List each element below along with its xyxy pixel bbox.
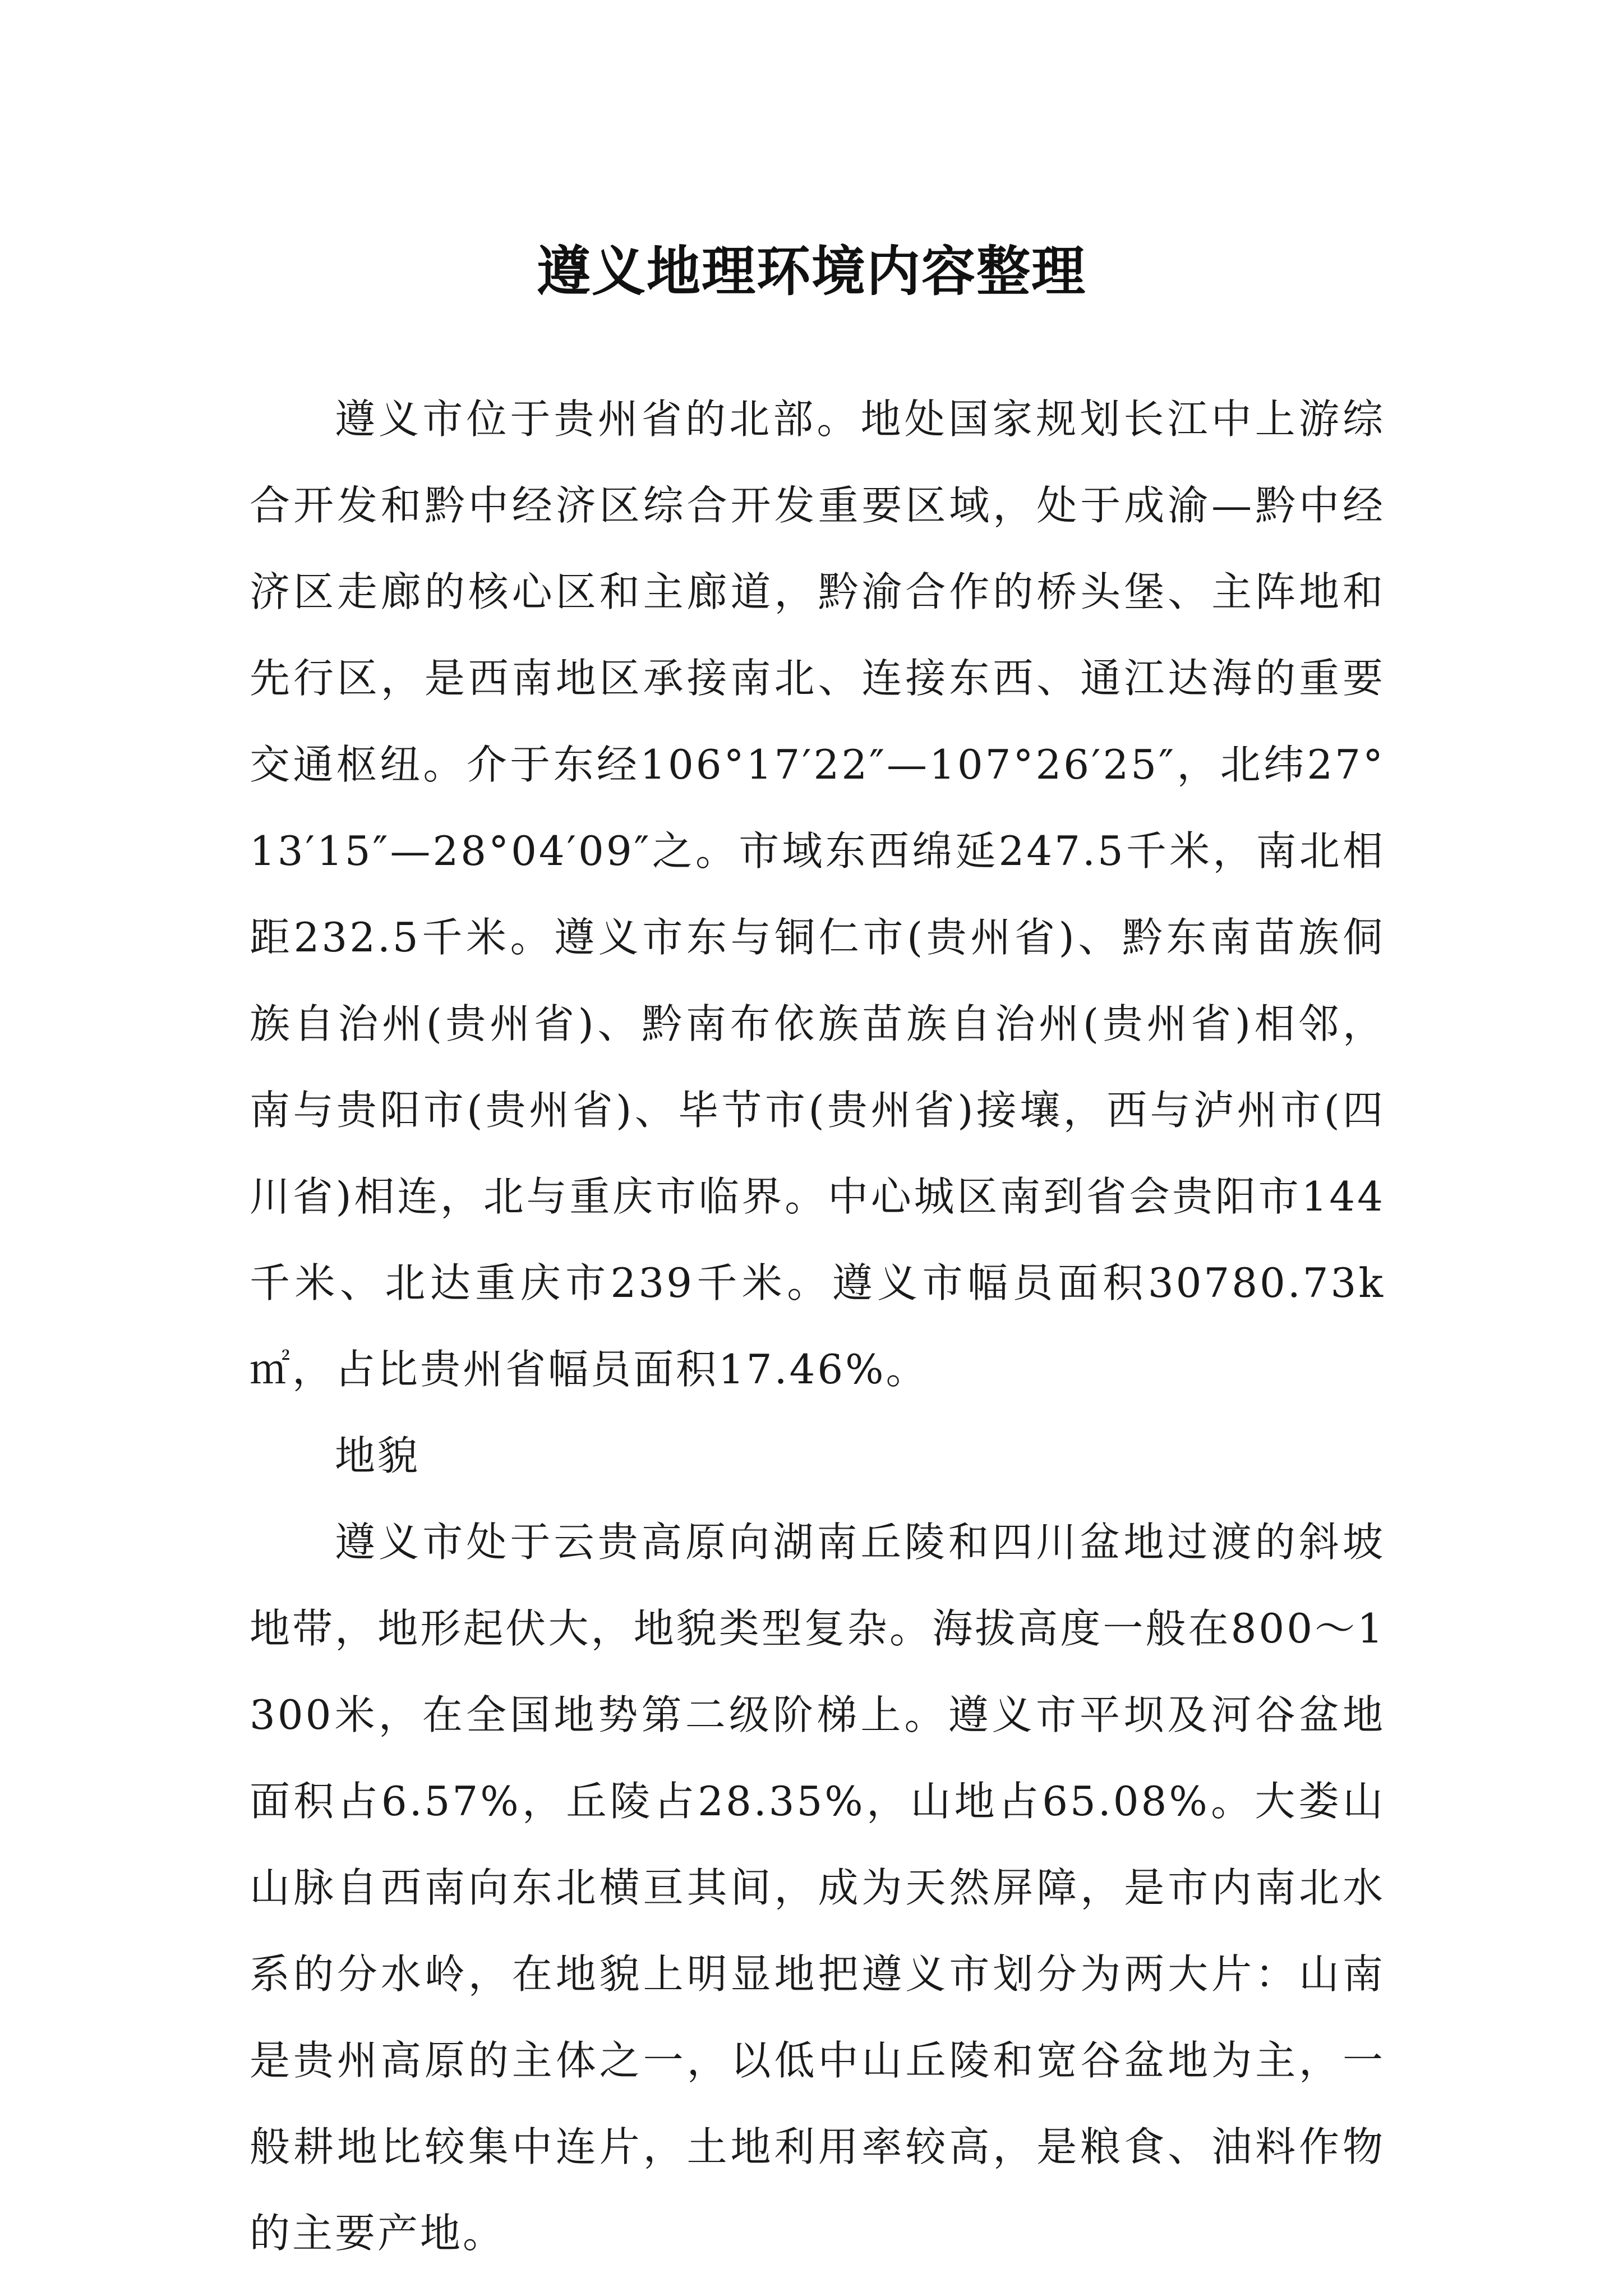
- document-body: [250, 376, 1385, 2276]
- paragraph-location: 遵义市位于贵州省的北部。地处国家规划长江中上游综合开发和黔中经济区综合开发重要区域，处于成渝—黔中经济区走廊的核心区和主廊道，黔渝合作的桥头堡、主阵地和先行区，是西南地区承接南北、连接东西、通江达海的重要交通枢纽。介于东经106°17′22″—107°26′25″，北纬27°13′15″—28°04′09″之。市域东西绵延247.5千米，南北相距232.5千米。遵义市东与铜仁市(贵州省)、黔东南苗族侗族自治州(贵州省)、黔南布依族苗族自治州(贵州省)相邻，南与贵阳市(贵州省)、毕节市(贵州省)接壤，西与泸州市(四川省)相连，北与重庆市临界。中心城区南到省会贵阳市144千米、北达重庆市239千米。遵义市幅员面积30780.73k㎡，占比贵州省幅员面积17.46%。: [250, 395, 1385, 1393]
- section-heading-landform: 地貌: [335, 1432, 421, 1479]
- paragraph-landform: 遵义市处于云贵高原向湖南丘陵和四川盆地过渡的斜坡地带，地形起伏大，地貌类型复杂。海拔高度一般在800～1300米，在全国地势第二级阶梯上。遵义市平坝及河谷盆地面积占6.57%，丘陵占28.35%，山地占65.08%。大娄山山脉自西南向东北横亘其间，成为天然屏障，是市内南北水系的分水岭，在地貌上明显地把遵义市划分为两大片：山南是贵州高原的主体之一，以低中山丘陵和宽谷盆地为主，一般耕地比较集中连片，土地利用率较高，是粮食、油料作物的主要产地。: [250, 1519, 1385, 2257]
- document-title: 遵义地理环境内容整理: [537, 240, 1086, 303]
